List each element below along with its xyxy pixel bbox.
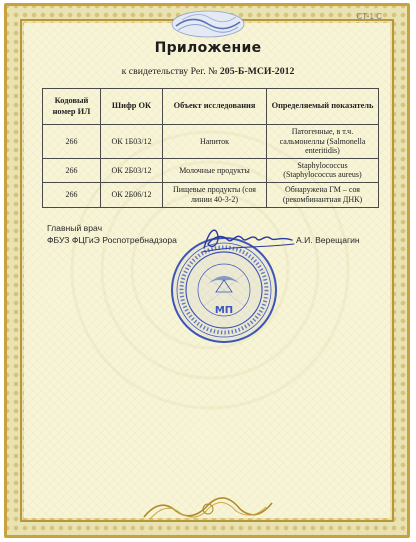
cell-indicator: Патогенные, в т.ч. сальмонеллы (Salmonella enteritidis) [267,125,379,159]
scope-table [42,88,379,208]
signatory-position [47,222,177,247]
cell-sample-code: ОК 1Б03/12 [101,125,163,159]
header-sample-code: Шифр ОК [101,89,163,125]
cell-object: Напиток [163,125,267,159]
table-row [43,182,379,207]
cell-sample-code: ОК 2Б03/12 [101,158,163,182]
page-number: СТ-1 С [356,12,382,21]
signatory-title: Главный врач [47,223,103,233]
table-row [43,158,379,182]
signatory-name: А.И. Верещагин [296,235,360,245]
signature-icon [200,222,296,256]
table-row [43,125,379,159]
cell-sample-code: ОК 2Б06/12 [101,182,163,207]
registration-number: 205-Б-МСИ-2012 [219,66,295,77]
header-lab-code: Кодовый номер ИЛ [43,89,101,125]
header-object: Объект исследования [163,89,267,125]
seal-center-text: МП [214,305,234,316]
cell-lab-code: 266 [43,125,101,159]
cell-lab-code: 266 [43,182,101,207]
cell-indicator: Обнаружена ГМ – соя (рекомбинантная ДНК) [267,182,379,207]
document-subtitle [0,66,416,77]
cell-object: Пищевые продукты (соя линии 40-3-2) [163,182,267,207]
signatory-organization: ФБУЗ ФЦГиЭ Роспотребнадзора [47,235,177,246]
cell-indicator: Staphylococcus (Staphylococcus aureus) [267,158,379,182]
cell-object: Молочные продукты [163,158,267,182]
subtitle-prefix: к свидетельству Рег. № [121,66,218,77]
top-ornament-icon [168,8,248,42]
bottom-ornament-icon [140,491,276,525]
document-title: Приложение [154,40,262,56]
header-indicator: Определяемый показатель [267,89,379,125]
cell-lab-code: 266 [43,158,101,182]
table-header-row [43,89,379,125]
